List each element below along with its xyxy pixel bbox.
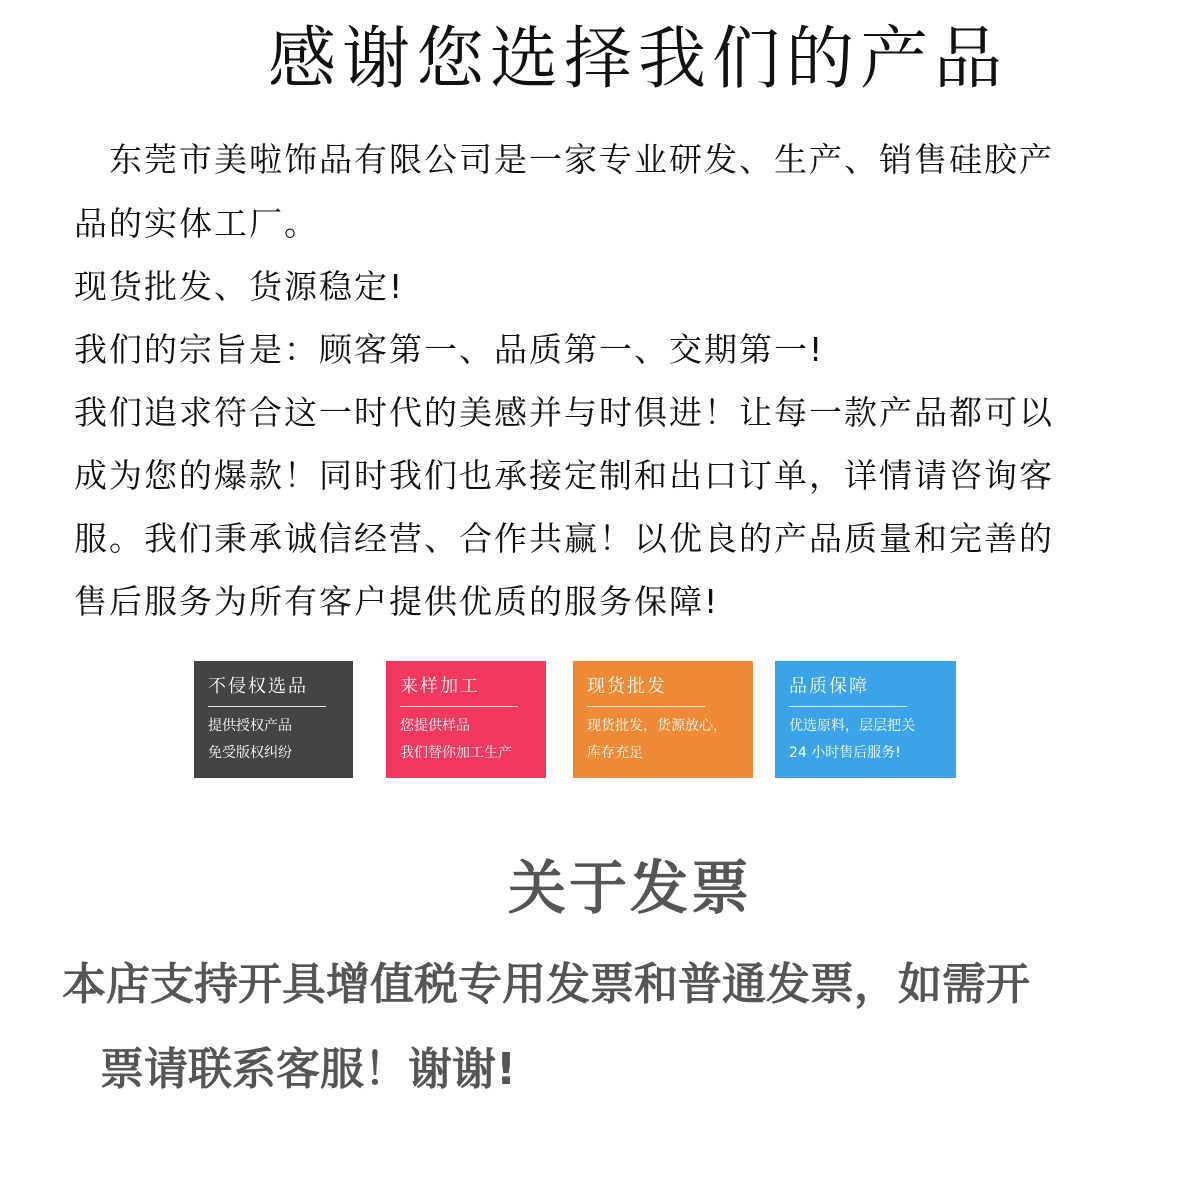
intro-line: 现货批发、货源稳定! bbox=[74, 267, 405, 306]
invoice-text: 票请联系客服！谢谢! bbox=[100, 1044, 517, 1095]
feature-card-title: 不侵权选品 bbox=[208, 676, 308, 697]
feature-card-text: 24 小时售后服务! bbox=[789, 745, 901, 761]
page-title: 感谢您选择我们的产品 bbox=[267, 20, 1008, 99]
feature-card-divider bbox=[789, 706, 907, 707]
feature-card-divider bbox=[587, 706, 705, 707]
intro-line: 我们追求符合这一时代的美感并与时俱进！让每一款产品都可以 bbox=[74, 393, 1054, 432]
intro-line: 售后服务为所有客户提供优质的服务保障! bbox=[74, 582, 720, 621]
feature-card-text: 现货批发，货源放心， bbox=[587, 718, 727, 734]
feature-card-title: 品质保障 bbox=[789, 676, 869, 697]
feature-card-divider bbox=[400, 706, 518, 707]
feature-card-sample-processing bbox=[386, 661, 546, 778]
feature-card-divider bbox=[208, 706, 326, 707]
intro-line: 品的实体工厂。 bbox=[74, 204, 319, 243]
intro-line: 成为您的爆款！同时我们也承接定制和出口订单，详情请咨询客 bbox=[74, 456, 1054, 495]
feature-card-text: 我们替你加工生产 bbox=[400, 745, 512, 761]
feature-card-text: 优选原料，层层把关 bbox=[789, 718, 915, 734]
feature-card-text: 您提供样品 bbox=[400, 718, 470, 734]
intro-line: 东莞市美啦饰品有限公司是一家专业研发、生产、销售硅胶产 bbox=[74, 140, 1054, 179]
invoice-text: 本店支持开具增值税专用发票和普通发票，如需开 bbox=[62, 959, 1030, 1010]
feature-card-title: 现货批发 bbox=[587, 676, 667, 697]
intro-line: 我们的宗旨是：顾客第一、品质第一、交期第一! bbox=[74, 330, 825, 369]
feature-card-text: 库存充足 bbox=[587, 745, 643, 761]
feature-card-quality bbox=[775, 661, 956, 778]
invoice-heading: 关于发票 bbox=[507, 854, 752, 922]
feature-card-wholesale bbox=[573, 661, 753, 778]
feature-card-no-infringement bbox=[194, 661, 353, 778]
feature-card-text: 提供授权产品 bbox=[208, 718, 292, 734]
feature-card-text: 免受版权纠纷 bbox=[208, 745, 292, 761]
feature-cards bbox=[194, 661, 964, 779]
feature-card-title: 来样加工 bbox=[400, 676, 480, 697]
intro-line: 服。我们秉承诚信经营、合作共赢！以优良的产品质量和完善的 bbox=[74, 519, 1054, 558]
